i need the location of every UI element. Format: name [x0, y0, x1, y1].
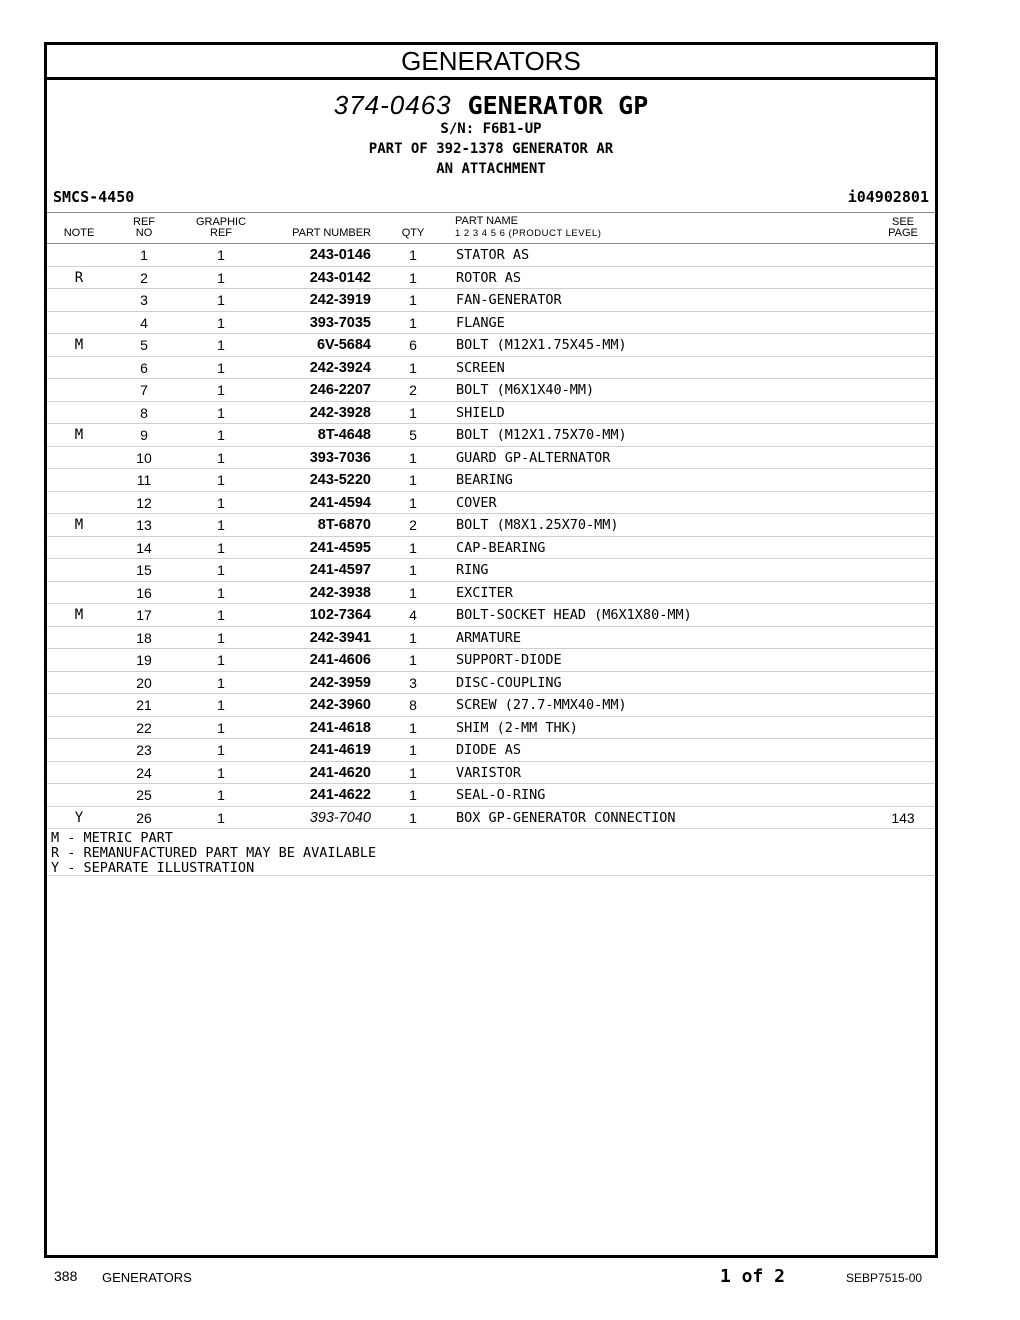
graphic-ref-cell-text: 1 [217, 382, 225, 398]
section-title: GENERATORS [47, 45, 935, 80]
part-name-cell: COVER [456, 494, 497, 511]
qty-cell-text: 4 [409, 607, 417, 623]
part-number-cell: 241-4595 [309, 539, 371, 556]
qty-cell-text: 2 [409, 517, 417, 533]
table-row [47, 807, 935, 830]
qty-cell-text: 6 [409, 337, 417, 353]
graphic-ref-cell-text: 1 [217, 607, 225, 623]
part-number-cell: 242-3924 [309, 359, 371, 376]
table-row [47, 424, 935, 447]
col-note: NOTE [63, 227, 95, 239]
table-row [47, 469, 935, 492]
part-name-cell: STATOR AS [456, 247, 530, 263]
notes-legend [47, 829, 935, 876]
part-number-cell: 241-4620 [309, 764, 371, 781]
part-number-cell: 102-7364 [309, 607, 371, 623]
qty-cell-text: 1 [409, 764, 417, 781]
part-of-line-2: AN ATTACHMENT [436, 161, 546, 177]
document-id: i04902801 [847, 188, 929, 206]
part-name-cell: GUARD GP-ALTERNATOR [456, 449, 611, 466]
note-metric: M - METRIC PART [51, 830, 173, 846]
column-headers [47, 212, 935, 244]
part-number-cell: 393-7036 [309, 449, 371, 466]
graphic-ref-cell-text: 1 [217, 584, 225, 601]
graphic-ref-cell-text: 1 [217, 562, 225, 578]
table-row [47, 649, 935, 672]
graphic-ref-cell-text: 1 [217, 652, 225, 668]
qty-cell-text: 1 [409, 562, 417, 578]
col-product-levels: 1 2 3 4 5 6 (PRODUCT LEVEL) [455, 228, 602, 239]
note-separate: Y - SEPARATE ILLUSTRATION [51, 860, 255, 876]
ref-no-cell-text: 4 [140, 314, 148, 331]
col-see-page-1: SEE [891, 216, 915, 228]
ref-no-cell-text: 10 [136, 449, 152, 466]
table-row [47, 784, 935, 807]
qty-cell-text: 1 [409, 494, 417, 511]
qty-cell-text: 1 [409, 292, 417, 308]
graphic-ref-cell-text: 1 [217, 337, 225, 353]
part-name-cell: SEAL-O-RING [456, 787, 546, 803]
note-cell-text: M [74, 607, 84, 623]
group-part-name: GENERATOR GP [467, 91, 649, 120]
ref-no-cell-text: 18 [136, 629, 152, 646]
part-name-cell: RING [456, 562, 489, 578]
part-number-cell: 242-3928 [309, 404, 371, 421]
col-graphic-ref-2: REF [210, 227, 232, 239]
graphic-ref-cell-text: 1 [217, 674, 225, 691]
part-name-cell: VARISTOR [456, 764, 522, 781]
table-row [47, 739, 935, 762]
col-part-number: PART NUMBER [292, 227, 371, 239]
group-title [47, 90, 935, 121]
table-row [47, 289, 935, 312]
qty-cell-text: 1 [409, 719, 417, 736]
qty-cell-text: 8 [409, 697, 417, 713]
part-name-cell: FAN-GENERATOR [456, 292, 562, 308]
graphic-ref-cell-text: 1 [217, 247, 225, 263]
page-footer [0, 1262, 1020, 1292]
table-row [47, 267, 935, 290]
table-row [47, 492, 935, 515]
ref-no-cell-text: 19 [136, 652, 152, 668]
table-row [47, 694, 935, 717]
part-name-cell: SUPPORT-DIODE [456, 652, 562, 668]
table-row [47, 559, 935, 582]
part-name-cell: ARMATURE [456, 629, 522, 646]
graphic-ref-cell-text: 1 [217, 719, 225, 736]
part-number-cell: 242-3959 [309, 674, 371, 691]
part-number-cell: 243-0142 [309, 269, 371, 286]
part-name-cell: SHIELD [456, 404, 505, 421]
table-row [47, 402, 935, 425]
ref-no-cell-text: 13 [136, 517, 152, 533]
part-name-cell: FLANGE [456, 314, 505, 331]
col-part-name: PART NAME [455, 215, 518, 227]
group-part-number: 374-0463 [333, 90, 452, 120]
graphic-ref-cell-text: 1 [217, 539, 225, 556]
graphic-ref-cell-text: 1 [217, 697, 225, 713]
col-see-page-2: PAGE [888, 227, 918, 239]
qty-cell-text: 1 [409, 539, 417, 556]
ref-no-cell-text: 25 [136, 787, 152, 803]
ref-no-cell-text: 7 [140, 382, 148, 398]
graphic-ref-cell-text: 1 [217, 449, 225, 466]
qty-cell-text: 5 [409, 427, 417, 443]
ref-no-cell-text: 11 [136, 472, 152, 488]
col-ref-no-1: REF [133, 216, 155, 228]
note-cell-text: M [74, 517, 84, 533]
part-number-cell: 241-4619 [309, 742, 371, 758]
qty-cell-text: 1 [409, 269, 417, 286]
serial-range: S/N: F6B1-UP [440, 121, 542, 137]
ref-no-cell-text: 15 [136, 562, 152, 578]
table-row [47, 604, 935, 627]
ref-no-cell-text: 1 [140, 247, 148, 263]
part-number-cell: 241-4618 [309, 719, 371, 736]
part-number-cell: 246-2207 [309, 382, 371, 398]
qty-cell-text: 1 [409, 314, 417, 331]
graphic-ref-cell-text: 1 [217, 787, 225, 803]
part-number-cell: 242-3960 [309, 697, 371, 713]
table-row [47, 762, 935, 785]
ref-no-cell-text: 17 [136, 607, 152, 623]
note-cell-text: R [74, 269, 84, 286]
note-reman: R - REMANUFACTURED PART MAY BE AVAILABLE [51, 845, 377, 861]
graphic-ref-cell-text: 1 [217, 314, 225, 331]
table-row [47, 312, 935, 335]
ref-no-cell-text: 2 [140, 269, 148, 286]
qty-cell-text: 1 [409, 247, 417, 263]
part-name-cell: SHIM (2-MM THK) [456, 719, 578, 736]
part-number-cell: 241-4622 [309, 787, 371, 803]
qty-cell-text: 1 [409, 584, 417, 601]
part-number-cell: 243-0146 [309, 247, 371, 263]
ref-no-cell-text: 14 [136, 539, 152, 556]
parts-page-frame [44, 42, 938, 1258]
ref-no-cell-text: 21 [136, 697, 152, 713]
ref-no-cell-text: 24 [136, 764, 152, 781]
part-number-cell: 393-7040 [309, 809, 371, 826]
part-name-cell: CAP-BEARING [456, 539, 546, 556]
qty-cell-text: 1 [409, 449, 417, 466]
footer-section: GENERATORS [102, 1270, 192, 1285]
qty-cell-text: 1 [409, 472, 417, 488]
note-cell-text: M [74, 337, 84, 353]
graphic-ref-cell-text: 1 [217, 517, 225, 533]
ref-no-cell-text: 3 [140, 292, 148, 308]
see-page-cell-text: 143 [891, 809, 915, 826]
parts-table [47, 244, 935, 829]
ref-no-cell-text: 5 [140, 337, 148, 353]
graphic-ref-cell-text: 1 [217, 472, 225, 488]
col-ref-no-2: NO [135, 227, 153, 239]
qty-cell-text: 1 [409, 652, 417, 668]
graphic-ref-cell-text: 1 [217, 269, 225, 286]
part-number-cell: 8T-6870 [317, 517, 371, 533]
qty-cell-text: 1 [409, 742, 417, 758]
col-graphic-ref-1: GRAPHIC [195, 216, 247, 228]
graphic-ref-cell-text: 1 [217, 404, 225, 421]
part-name-cell: BEARING [456, 472, 513, 488]
table-row [47, 582, 935, 605]
page-of: 1 of 2 [720, 1266, 786, 1287]
note-cell-text: Y [74, 809, 84, 826]
graphic-ref-cell-text: 1 [217, 742, 225, 758]
qty-cell-text: 3 [409, 674, 417, 691]
qty-cell-text: 2 [409, 382, 417, 398]
part-name-cell: BOLT (M12X1.75X70-MM) [456, 427, 627, 443]
table-row [47, 672, 935, 695]
part-name-cell: DISC-COUPLING [456, 674, 562, 691]
ref-no-cell-text: 8 [140, 404, 148, 421]
part-name-cell: BOLT (M6X1X40-MM) [456, 382, 595, 398]
part-name-cell: BOLT (M8X1.25X70-MM) [456, 517, 619, 533]
part-number-cell: 393-7035 [309, 314, 371, 331]
part-name-cell: BOLT (M12X1.75X45-MM) [456, 337, 627, 353]
part-of-line: PART OF 392-1378 GENERATOR AR [368, 141, 614, 157]
table-row [47, 447, 935, 470]
table-row [47, 357, 935, 380]
part-number-cell: 6V-5684 [316, 337, 371, 353]
group-header [47, 80, 935, 212]
part-name-cell: BOX GP-GENERATOR CONNECTION [456, 809, 676, 826]
part-name-cell: SCREEN [456, 359, 505, 376]
ref-no-cell-text: 22 [136, 719, 152, 736]
table-row [47, 334, 935, 357]
part-name-cell: ROTOR AS [456, 269, 522, 286]
ref-no-cell-text: 23 [136, 742, 152, 758]
table-row [47, 537, 935, 560]
part-number-cell: 241-4597 [309, 562, 371, 578]
graphic-ref-cell-text: 1 [217, 764, 225, 781]
qty-cell-text: 1 [409, 809, 417, 826]
graphic-ref-cell-text: 1 [217, 359, 225, 376]
graphic-ref-cell-text: 1 [217, 809, 225, 826]
page-number: 388 [54, 1268, 78, 1284]
graphic-ref-cell-text: 1 [217, 629, 225, 646]
part-name-cell: SCREW (27.7-MMX40-MM) [456, 697, 627, 713]
part-name-cell: DIODE AS [456, 742, 522, 758]
qty-cell-text: 1 [409, 629, 417, 646]
table-row [47, 717, 935, 740]
graphic-ref-cell-text: 1 [217, 427, 225, 443]
graphic-ref-cell-text: 1 [217, 494, 225, 511]
col-qty: QTY [401, 227, 425, 239]
part-name-cell: BOLT-SOCKET HEAD (M6X1X80-MM) [456, 607, 692, 623]
part-number-cell: 242-3941 [309, 629, 371, 646]
publication-number: SEBP7515-00 [846, 1271, 923, 1285]
ref-no-cell-text: 6 [140, 359, 148, 376]
part-number-cell: 242-3938 [309, 584, 371, 601]
part-name-cell: EXCITER [456, 584, 513, 601]
smcs-code: SMCS-4450 [53, 188, 135, 206]
note-cell-text: M [74, 427, 84, 443]
graphic-ref-cell-text: 1 [217, 292, 225, 308]
part-number-cell: 243-5220 [309, 472, 371, 488]
ref-no-cell-text: 20 [136, 674, 152, 691]
table-row [47, 514, 935, 537]
qty-cell-text: 1 [409, 404, 417, 421]
table-row [47, 379, 935, 402]
part-number-cell: 8T-4648 [317, 427, 371, 443]
ref-no-cell-text: 26 [136, 809, 152, 826]
part-number-cell: 241-4606 [309, 652, 371, 668]
ref-no-cell-text: 9 [140, 427, 148, 443]
part-number-cell: 242-3919 [309, 292, 371, 308]
table-row [47, 244, 935, 267]
table-row [47, 627, 935, 650]
qty-cell-text: 1 [409, 787, 417, 803]
part-number-cell: 241-4594 [309, 494, 371, 511]
ref-no-cell-text: 12 [136, 494, 152, 511]
ref-no-cell-text: 16 [136, 584, 152, 601]
qty-cell-text: 1 [409, 359, 417, 376]
